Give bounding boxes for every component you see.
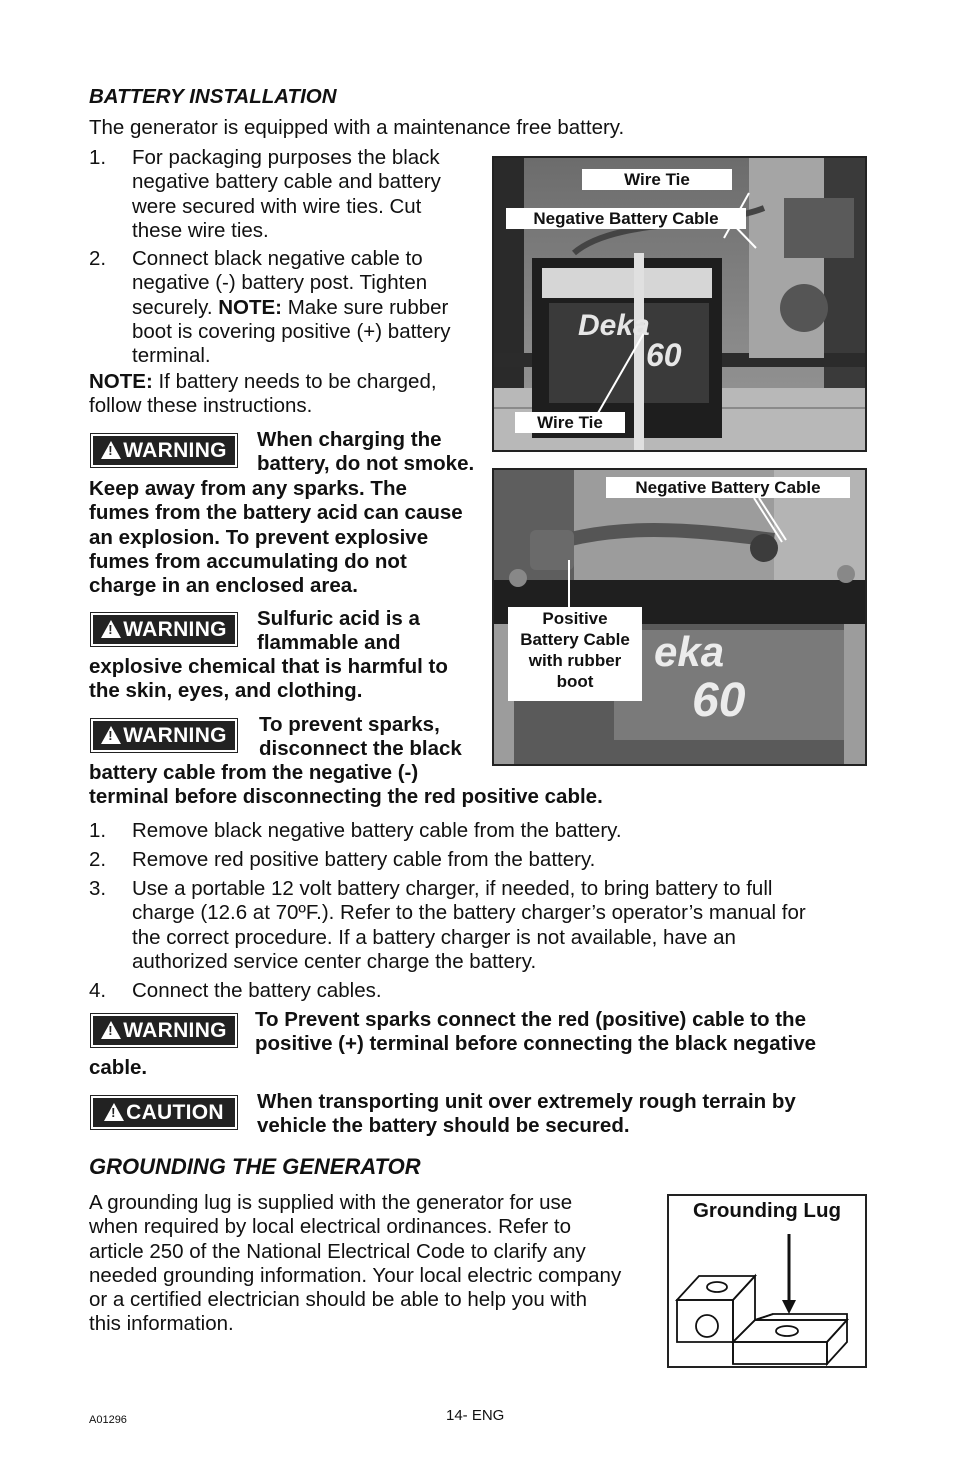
line: fumes from accumulating do not	[89, 549, 407, 573]
line: these wire ties.	[132, 218, 269, 242]
badge-text: WARNING	[123, 1019, 227, 1042]
warning-text	[89, 477, 463, 598]
battery-number-label: 60	[692, 674, 746, 727]
grounding-lug-figure	[667, 1194, 867, 1368]
line: when required by local electrical ordinances. Refer to	[89, 1215, 572, 1239]
list-text: Connect the battery cables.	[132, 979, 382, 1002]
line: disconnect the black	[259, 737, 462, 761]
warning-text	[89, 761, 603, 810]
page-number: 14- ENG	[446, 1407, 505, 1424]
list-text	[132, 146, 492, 243]
line: the correct procedure. If a battery charger is not available, have an	[132, 925, 736, 949]
line: Use a portable 12 volt battery charger, if needed, to bring battery to full	[132, 877, 773, 900]
line: boot is covering positive (+) battery	[132, 319, 451, 343]
warning-badge	[91, 613, 237, 646]
line: flammable and	[257, 631, 401, 655]
line: A grounding lug is supplied with the generator for use	[89, 1191, 573, 1214]
line: an explosion. To prevent explosive	[89, 525, 429, 549]
line: securely.	[132, 295, 219, 319]
note-text: follow these instructions.	[89, 394, 313, 418]
line: vehicle the battery should be secured.	[257, 1114, 630, 1138]
line: negative (-) battery post. Tighten	[132, 271, 428, 295]
list-text	[132, 877, 872, 974]
line: Make sure rubber	[282, 295, 449, 319]
grounding-lug-icon	[669, 1196, 865, 1366]
warning-text	[257, 428, 474, 477]
note-text: If battery needs to be charged,	[152, 370, 437, 393]
badge-text: CAUTION	[126, 1101, 224, 1124]
warning-triangle-icon	[101, 620, 121, 638]
caution-badge	[91, 1096, 237, 1129]
warning-badge	[91, 1014, 237, 1047]
warning-triangle-icon	[101, 1021, 121, 1039]
battery-photo-top	[492, 156, 867, 452]
line: this information.	[89, 1312, 234, 1336]
caution-triangle-icon	[104, 1103, 124, 1121]
grounding-lug-label: Grounding Lug	[692, 1199, 841, 1222]
line: with rubber	[528, 651, 622, 670]
line: positive (+) terminal before connecting the black negative	[255, 1032, 817, 1056]
callout-wire-tie-top: Wire Tie	[582, 169, 732, 190]
battery-intro: The generator is equipped with a maintenance free battery.	[89, 116, 625, 139]
line: terminal before disconnecting the red positive cable.	[89, 785, 603, 809]
line: Sulfuric acid is a	[257, 607, 420, 630]
list-number: 1.	[89, 819, 107, 842]
battery-note	[89, 370, 489, 419]
warning-text	[89, 655, 448, 704]
line: needed grounding information. Your local electric company	[89, 1263, 622, 1287]
line: To prevent sparks,	[259, 713, 440, 736]
badge-text: WARNING	[123, 439, 227, 462]
note-label: NOTE:	[89, 370, 153, 393]
line: explosive chemical that is harmful to	[89, 655, 448, 678]
warning-badge	[91, 434, 237, 467]
line: Battery Cable	[520, 630, 630, 649]
list-number: 2.	[89, 247, 107, 270]
line: Connect black negative cable to	[132, 247, 423, 270]
callout-wire-tie-bottom: Wire Tie	[515, 412, 625, 433]
list-number: 1.	[89, 146, 107, 169]
list-number: 4.	[89, 979, 107, 1002]
document-code: A01296	[89, 1414, 127, 1426]
line: battery, do not smoke.	[257, 452, 475, 476]
callout-negative-battery-cable: Negative Battery Cable	[506, 208, 746, 229]
callout-positive-battery-cable	[508, 607, 642, 701]
line: article 250 of the National Electrical Code to clarify any	[89, 1239, 586, 1263]
list-number: 2.	[89, 848, 107, 871]
caution-text	[257, 1090, 796, 1139]
line: authorized service center charge the battery.	[132, 949, 537, 973]
callout-negative-battery-cable-2: Negative Battery Cable	[606, 477, 850, 498]
line: When transporting unit over extremely rough terrain by	[257, 1090, 796, 1113]
warning-text	[255, 1008, 816, 1057]
line: Keep away from any sparks. The	[89, 477, 407, 500]
badge-text: WARNING	[123, 618, 227, 641]
line: were secured with wire ties. Cut	[132, 194, 422, 218]
section-heading-battery: BATTERY INSTALLATION	[89, 85, 337, 108]
line: For packaging purposes the black	[132, 146, 440, 169]
warning-text	[257, 607, 420, 656]
line: Positive	[542, 609, 608, 628]
note-label: NOTE:	[218, 295, 282, 319]
line: or a certified electrician should be able to help you with	[89, 1288, 587, 1312]
battery-photo-bottom	[492, 468, 867, 766]
line: To Prevent sparks connect the red (positive) cable to the	[255, 1008, 806, 1031]
warning-triangle-icon	[101, 441, 121, 459]
line: battery cable from the negative (-)	[89, 761, 419, 784]
line: negative battery cable and battery	[132, 170, 441, 194]
list-text: Remove red positive battery cable from the battery.	[132, 848, 596, 871]
battery-brand-label: eka	[654, 628, 725, 675]
line: charge in an enclosed area.	[89, 574, 358, 598]
badge-text: WARNING	[123, 724, 227, 747]
list-number: 3.	[89, 877, 107, 900]
section-heading-grounding: GROUNDING THE GENERATOR	[89, 1154, 421, 1179]
warning-badge	[91, 719, 237, 752]
grounding-text	[89, 1191, 659, 1337]
warning-triangle-icon	[101, 726, 121, 744]
warning-text: cable.	[89, 1056, 148, 1079]
line: charge (12.6 at 70ºF.). Refer to the battery charger’s operator’s manual for	[132, 901, 806, 925]
line: When charging the	[257, 428, 442, 451]
list-text: Remove black negative battery cable from the battery.	[132, 819, 622, 842]
line: terminal.	[132, 344, 211, 368]
list-text	[132, 247, 492, 368]
line: fumes from the battery acid can cause	[89, 501, 463, 525]
line: the skin, eyes, and clothing.	[89, 679, 363, 703]
warning-text	[259, 713, 462, 762]
battery-number-label: 60	[646, 337, 682, 373]
line: boot	[556, 672, 594, 691]
battery-brand-label: Deka	[578, 309, 650, 342]
battery-photo-top-illustration	[494, 158, 865, 450]
